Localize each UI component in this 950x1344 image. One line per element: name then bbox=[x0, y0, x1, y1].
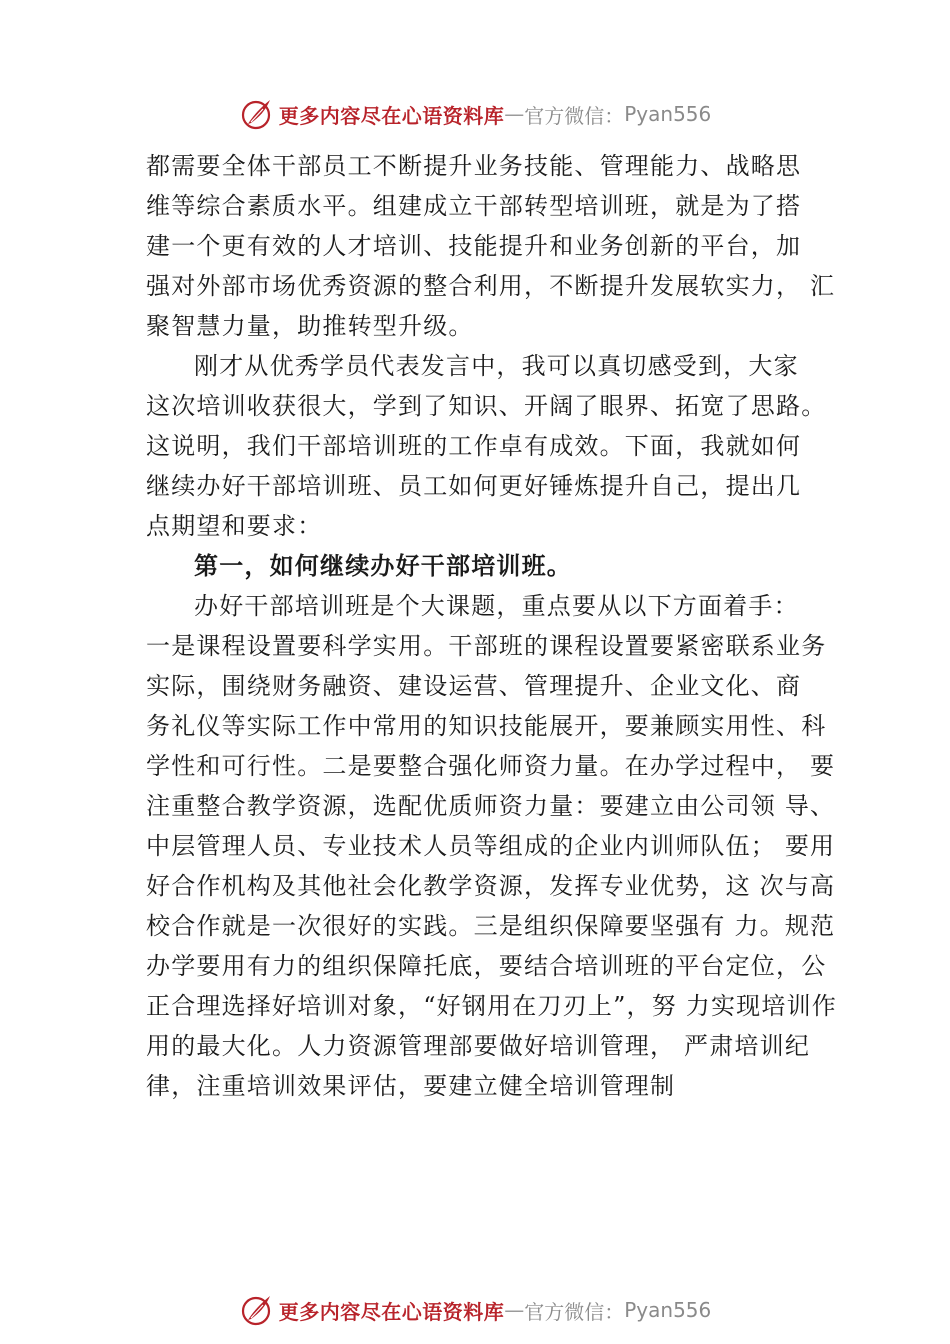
body-line: 好合作机构及其他社会化教学资源，发挥专业优势，这 次与高 bbox=[146, 872, 836, 900]
body-line: 都需要全体干部员工不断提升业务技能、管理能力、战略思 bbox=[146, 152, 802, 180]
header-brand-text: 更多内容尽在心语资料库 bbox=[278, 103, 505, 128]
header-wechat-id: Pyan556 bbox=[624, 102, 712, 126]
body-line: 用的最大化。人力资源管理部要做好培训管理， 严肃培训纪 bbox=[146, 1032, 811, 1060]
body-line: 注重整合教学资源，选配优质师资力量：要建立由公司领 导、 bbox=[146, 792, 836, 820]
body-line: 律，注重培训效果评估，要建立健全培训管理制 bbox=[146, 1072, 676, 1100]
body-line: 务礼仪等实际工作中常用的知识技能展开，要兼顾实用性、科 bbox=[146, 712, 827, 740]
body-line: 这说明，我们干部培训班的工作卓有成效。下面，我就如何 bbox=[146, 432, 802, 460]
footer-wechat-id: Pyan556 bbox=[624, 1298, 712, 1322]
body-line: 维等综合素质水平。组建成立干部转型培训班，就是为了搭 bbox=[146, 192, 802, 220]
footer-brand-text: 更多内容尽在心语资料库 bbox=[278, 1299, 505, 1324]
body-line: 一是课程设置要科学实用。干部班的课程设置要紧密联系业务 bbox=[146, 632, 827, 660]
footer-dash: — bbox=[504, 1298, 525, 1322]
body-line: 办学要用有力的组织保障托底，要结合培训班的平台定位，公 bbox=[146, 952, 827, 980]
body-line: 学性和可行性。二是要整合强化师资力量。在办学过程中， 要 bbox=[146, 752, 836, 780]
footer-wechat-label: 官方微信： bbox=[524, 1299, 625, 1324]
section-heading: 第一，如何继续办好干部培训班。 bbox=[194, 552, 572, 580]
body-line: 刚才从优秀学员代表发言中，我可以真切感受到，大家 bbox=[194, 352, 799, 380]
body-line: 强对外部市场优秀资源的整合利用，不断提升发展软实力， 汇 bbox=[146, 272, 836, 300]
body-line: 这次培训收获很大，学到了知识、开阔了眼界、拓宽了思路。 bbox=[146, 392, 827, 420]
header-watermark-banner bbox=[0, 92, 950, 136]
body-line: 实际，围绕财务融资、建设运营、管理提升、企业文化、商 bbox=[146, 672, 802, 700]
footer-watermark-banner bbox=[0, 1288, 950, 1332]
header-dash: — bbox=[504, 102, 525, 126]
body-line: 聚智慧力量，助推转型升级。 bbox=[146, 312, 474, 340]
document-body bbox=[146, 146, 836, 1106]
body-line: 点期望和要求： bbox=[146, 512, 323, 540]
body-line: 正合理选择好培训对象，“好钢用在刀刃上”，努 力实现培训作 bbox=[146, 992, 837, 1020]
body-line: 建一个更有效的人才培训、技能提升和业务创新的平台，加 bbox=[146, 232, 802, 260]
body-line: 继续办好干部培训班、员工如何更好锤炼提升自己，提出几 bbox=[146, 472, 802, 500]
body-line: 校合作就是一次很好的实践。三是组织保障要坚强有 力。规范 bbox=[146, 912, 836, 940]
quill-pen-logo-icon bbox=[239, 96, 275, 132]
header-wechat-label: 官方微信： bbox=[524, 103, 625, 128]
quill-pen-logo-icon bbox=[239, 1292, 275, 1328]
body-line: 中层管理人员、专业技术人员等组成的企业内训师队伍； 要用 bbox=[146, 832, 836, 860]
body-line: 办好干部培训班是个大课题，重点要从以下方面着手： bbox=[194, 592, 799, 620]
